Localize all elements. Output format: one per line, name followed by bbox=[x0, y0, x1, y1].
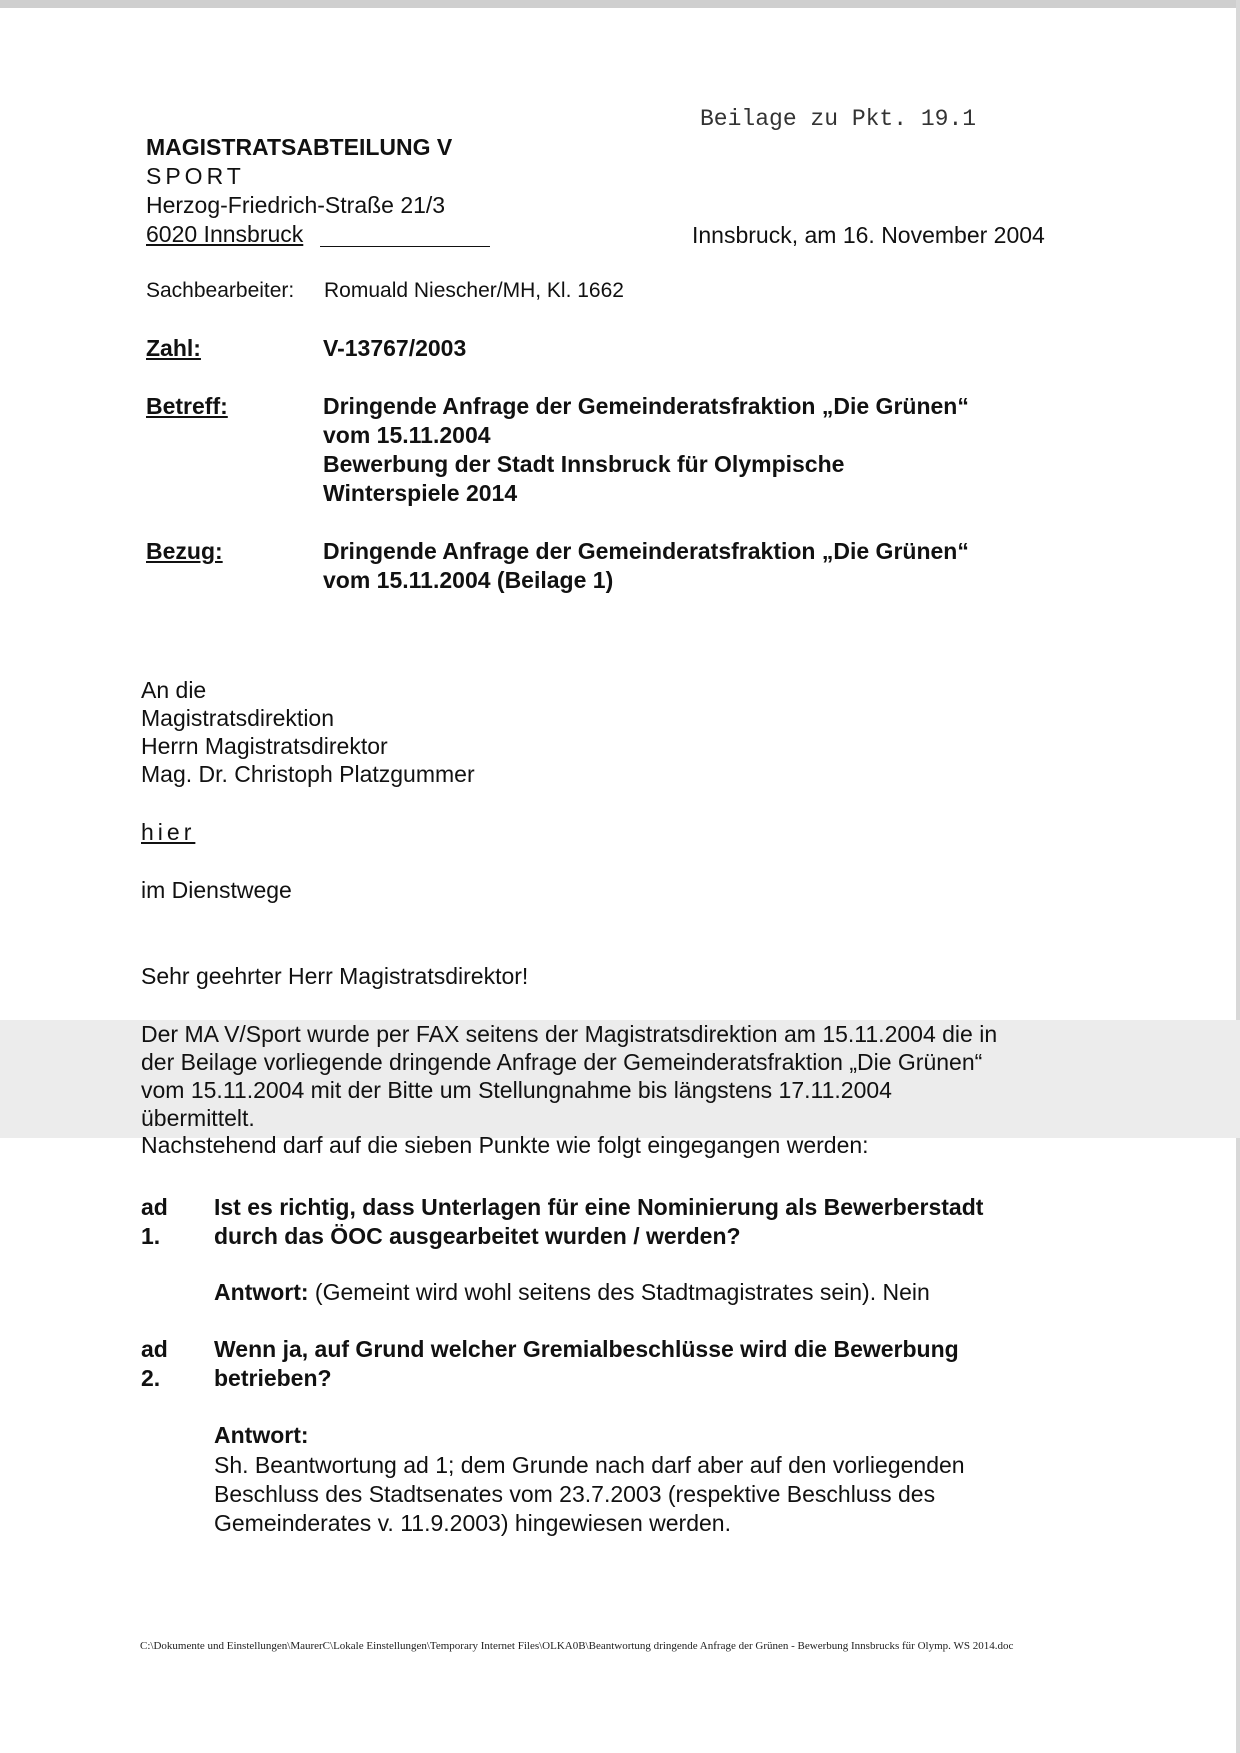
dienstwege-line: im Dienstwege bbox=[141, 877, 292, 903]
clerk-line bbox=[146, 279, 624, 303]
answer-text: (Gemeint wird wohl seitens des Stadtmagistrates sein). Nein bbox=[314, 1279, 930, 1305]
zahl-value: V-13767/2003 bbox=[323, 335, 467, 361]
paragraph-line: Der MA V/Sport wurde per FAX seitens der Magistratsdirektion am 15.11.2004 die in bbox=[141, 1021, 998, 1047]
answer-line: Sh. Beantwortung ad 1; dem Grunde nach darf aber auf den vorliegenden bbox=[214, 1452, 965, 1478]
intro-paragraph bbox=[141, 1020, 1101, 1132]
department-name: MAGISTRATSABTEILUNG V bbox=[146, 134, 453, 160]
clerk-value: Romuald Niescher/MH, Kl. 1662 bbox=[324, 279, 624, 302]
betreff-label: Betreff: bbox=[146, 393, 228, 419]
section-name: SPORT bbox=[146, 163, 245, 189]
zahl-label: Zahl: bbox=[146, 335, 201, 361]
question-line: betrieben? bbox=[214, 1365, 332, 1391]
street-address: Herzog-Friedrich-Straße 21/3 bbox=[146, 192, 446, 218]
answer-ad1 bbox=[214, 1278, 1114, 1307]
addressee-line: An die bbox=[141, 677, 207, 703]
question-line: Ist es richtig, dass Unterlagen für eine Nominierung als Bewerberstadt bbox=[214, 1194, 984, 1220]
answer-line: Beschluss des Stadtsenates vom 23.7.2003 (respektive Beschluss des bbox=[214, 1481, 936, 1507]
attachment-reference: Beilage zu Pkt. 19.1 bbox=[700, 106, 977, 132]
item-question bbox=[214, 1193, 1114, 1251]
address-underline bbox=[320, 246, 490, 247]
betreff-line: Dringende Anfrage der Gemeinderatsfraktion „Die Grünen“ bbox=[323, 393, 969, 419]
betreff-line: Winterspiele 2014 bbox=[323, 480, 518, 506]
answer-line: Gemeinderates v. 11.9.2003) hingewiesen werden. bbox=[214, 1510, 731, 1536]
hier-marker: hier bbox=[141, 819, 196, 845]
scan-edge-right bbox=[1236, 0, 1240, 1753]
answer-label: Antwort: bbox=[214, 1422, 309, 1448]
scan-edge-top bbox=[0, 0, 1240, 8]
betreff-line: vom 15.11.2004 bbox=[323, 422, 491, 448]
paragraph-line: vom 15.11.2004 mit der Bitte um Stellungnahme bis längstens 17.11.2004 bbox=[141, 1077, 892, 1103]
bezug-label: Bezug: bbox=[146, 538, 223, 564]
salutation: Sehr geehrter Herr Magistratsdirektor! bbox=[141, 963, 529, 989]
betreff-line: Bewerbung der Stadt Innsbruck für Olympische bbox=[323, 451, 845, 477]
letter-date: Innsbruck, am 16. November 2004 bbox=[692, 222, 1045, 248]
item-number: ad 2. bbox=[141, 1336, 168, 1391]
answer-label: Antwort: bbox=[214, 1279, 309, 1305]
item-number: ad 1. bbox=[141, 1194, 168, 1249]
bezug-line: vom 15.11.2004 (Beilage 1) bbox=[323, 567, 614, 593]
bezug-value bbox=[323, 537, 1103, 595]
addressee-line: Herrn Magistratsdirektor bbox=[141, 733, 388, 759]
clerk-label: Sachbearbeiter: bbox=[146, 279, 295, 302]
paragraph-line: der Beilage vorliegende dringende Anfrage der Gemeinderatsfraktion „Die Grünen“ bbox=[141, 1049, 983, 1075]
addressee-line: Mag. Dr. Christoph Platzgummer bbox=[141, 761, 475, 787]
answer-ad2 bbox=[214, 1451, 1114, 1538]
addressee-line: Magistratsdirektion bbox=[141, 705, 335, 731]
item-question bbox=[214, 1335, 1114, 1393]
paragraph-line: übermittelt. bbox=[141, 1105, 255, 1131]
intro-sentence: Nachstehend darf auf die sieben Punkte wie folgt eingegangen werden: bbox=[141, 1132, 869, 1158]
question-line: Wenn ja, auf Grund welcher Gremialbeschlüsse wird die Bewerbung bbox=[214, 1336, 959, 1362]
addressee-block bbox=[141, 676, 475, 788]
question-line: durch das ÖOC ausgearbeitet wurden / werden? bbox=[214, 1223, 741, 1249]
betreff-value bbox=[323, 392, 1103, 508]
file-path-footer: C:\Dokumente und Einstellungen\MaurerC\Lokale Einstellungen\Temporary Internet Files\OLKA0B\Beantwortung dringende Anfrage der Grünen - Bewerbung Innsbrucks für Olymp. WS 2014.doc bbox=[140, 1640, 1014, 1652]
city-address: 6020 Innsbruck bbox=[146, 221, 304, 247]
bezug-line: Dringende Anfrage der Gemeinderatsfraktion „Die Grünen“ bbox=[323, 538, 969, 564]
